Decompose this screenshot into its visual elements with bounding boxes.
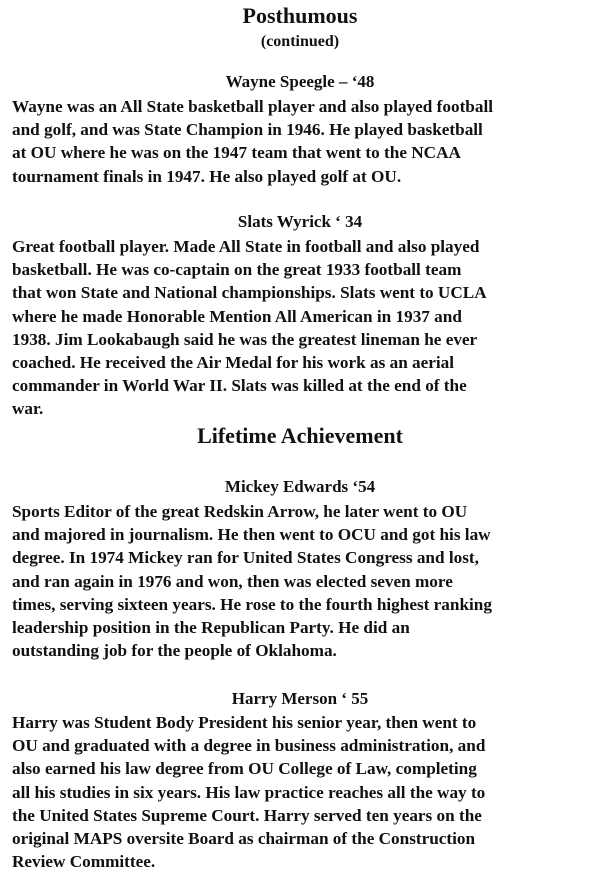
body-line: also earned his law degree from OU College of Law, completing xyxy=(12,759,477,779)
body-line: basketball. He was co-captain on the great 1933 football team xyxy=(12,260,462,280)
section-heading-lifetime-achievement: Lifetime Achievement xyxy=(197,423,403,448)
entry-body-mickey-edwards xyxy=(12,500,590,662)
body-line: tournament finals in 1947. He also played golf at OU. xyxy=(12,166,402,186)
body-line: original MAPS oversite Board as chairman of the Construction xyxy=(12,829,476,849)
entry-name-wayne-speegle: Wayne Speegle – ‘48 xyxy=(225,72,375,91)
page-subtitle: (continued) xyxy=(260,33,340,50)
entry-name-slats-wyrick: Slats Wyrick ‘ 34 xyxy=(237,212,363,231)
body-line: outstanding job for the people of Oklahoma. xyxy=(12,641,337,661)
body-line: Great football player. Made All State in football and also played xyxy=(12,237,480,256)
body-line: Harry was Student Body President his senior year, then went to xyxy=(12,713,477,732)
body-line: the United States Supreme Court. Harry served ten years on the xyxy=(12,805,482,825)
body-line: commander in World War II. Slats was killed at the end of the xyxy=(12,376,467,396)
body-line: and majored in journalism. He then went to OCU and got his law xyxy=(12,525,491,545)
entry-body-wayne-speegle xyxy=(12,95,590,188)
entry-name-harry-merson: Harry Merson ‘ 55 xyxy=(231,689,369,708)
body-line: times, serving sixteen years. He rose to the fourth highest ranking xyxy=(12,594,492,614)
body-line: coached. He received the Air Medal for his work as an aerial xyxy=(12,353,455,373)
page-title: Posthumous xyxy=(242,3,358,28)
body-line: degree. In 1974 Mickey ran for United States Congress and lost, xyxy=(12,548,479,568)
body-line: at OU where he was on the 1947 team that went to the NCAA xyxy=(12,143,461,163)
body-line: Review Committee. xyxy=(12,852,156,872)
entry-body-harry-merson xyxy=(12,711,590,873)
body-line: that won State and National championships. Slats went to UCLA xyxy=(12,283,487,303)
entry-name-mickey-edwards: Mickey Edwards ‘54 xyxy=(224,477,376,496)
entry-body-slats-wyrick xyxy=(12,235,590,421)
body-line: leadership position in the Republican Party. He did an xyxy=(12,618,410,638)
body-line: war. xyxy=(12,399,44,419)
body-line: OU and graduated with a degree in business administration, and xyxy=(12,736,486,756)
body-line: and golf, and was State Champion in 1946. He played basketball xyxy=(12,120,483,140)
body-line: all his studies in six years. His law practice reaches all the way to xyxy=(12,782,486,802)
body-line: 1938. Jim Lookabaugh said he was the greatest lineman he ever xyxy=(12,329,478,349)
body-line: and ran again in 1976 and won, then was elected seven more xyxy=(12,571,453,591)
body-line: Sports Editor of the great Redskin Arrow, he later went to OU xyxy=(12,502,468,521)
body-line: where he made Honorable Mention All American in 1937 and xyxy=(12,306,462,326)
body-line: Wayne was an All State basketball player and also played football xyxy=(12,97,494,116)
